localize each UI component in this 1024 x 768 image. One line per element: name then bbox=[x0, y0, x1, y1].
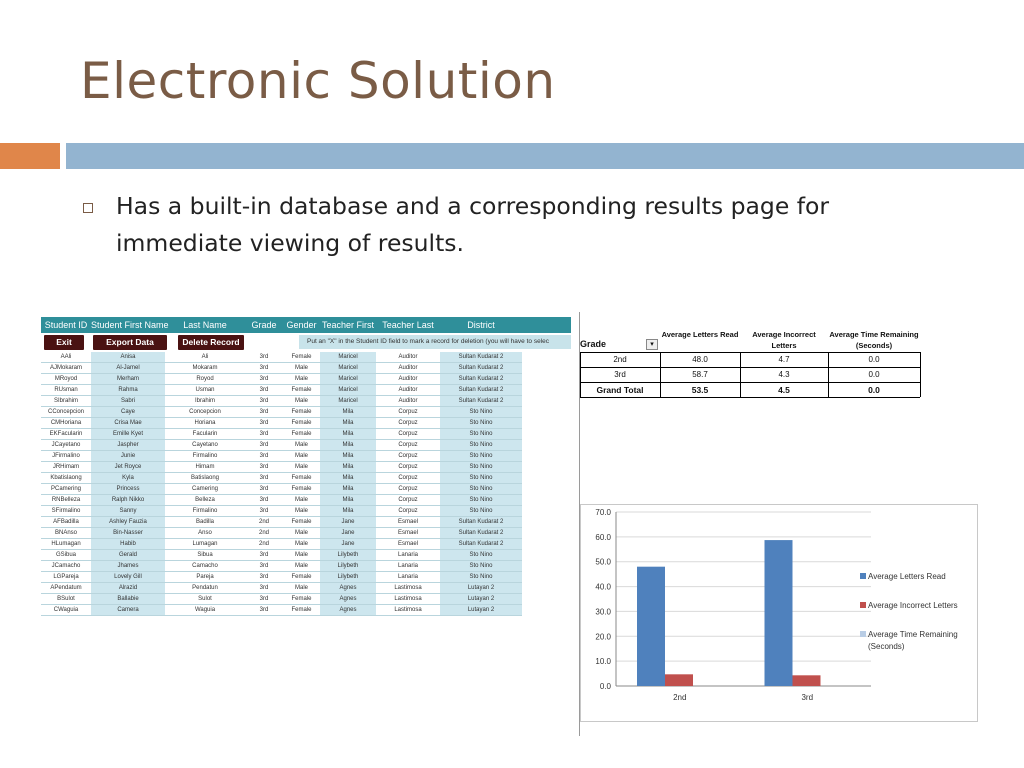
pivot-cell: 48.0 bbox=[692, 355, 708, 364]
table-cell[interactable]: Sto Nino bbox=[440, 429, 522, 440]
table-cell[interactable]: Emille Kyet bbox=[91, 429, 165, 440]
table-cell[interactable]: Esmael bbox=[376, 517, 440, 528]
pivot-column-header: Average Letters Read bbox=[661, 330, 739, 339]
table-cell[interactable]: Sultan Kudarat 2 bbox=[440, 517, 522, 528]
table-cell[interactable]: Male bbox=[283, 495, 320, 506]
table-cell[interactable]: Lanaria bbox=[376, 572, 440, 583]
table-row bbox=[41, 583, 571, 594]
y-tick-label: 0.0 bbox=[599, 682, 611, 691]
table-row bbox=[41, 572, 571, 583]
table-cell[interactable]: Sultan Kudarat 2 bbox=[440, 539, 522, 550]
pivot-row-grade: 2nd bbox=[613, 355, 627, 364]
table-cell[interactable]: Maricel bbox=[320, 374, 376, 385]
table-cell[interactable]: Bin-Nasser bbox=[91, 528, 165, 539]
table-cell[interactable]: Waguia bbox=[165, 605, 245, 616]
table-cell[interactable]: Sultan Kudarat 2 bbox=[440, 396, 522, 407]
pivot-row-grade: 3rd bbox=[614, 370, 626, 379]
table-cell[interactable]: Corpuz bbox=[376, 506, 440, 517]
table-cell[interactable]: 2nd bbox=[245, 517, 283, 528]
table-cell[interactable]: Lutayan 2 bbox=[440, 594, 522, 605]
column-header: Teacher Last bbox=[382, 320, 434, 330]
table-cell[interactable]: Caye bbox=[91, 407, 165, 418]
table-row bbox=[41, 506, 571, 517]
table-cell[interactable]: Ralph Nikko bbox=[91, 495, 165, 506]
table-cell[interactable]: Auditor bbox=[376, 396, 440, 407]
table-cell[interactable]: Firmalino bbox=[165, 506, 245, 517]
table-cell[interactable]: Male bbox=[283, 396, 320, 407]
table-cell[interactable]: Gerald bbox=[91, 550, 165, 561]
y-tick-label: 30.0 bbox=[595, 607, 611, 617]
delete-record-button[interactable]: Delete Record bbox=[178, 335, 244, 350]
table-row bbox=[41, 539, 571, 550]
y-tick-label: 20.0 bbox=[595, 632, 611, 642]
x-tick-label: 3rd bbox=[801, 693, 814, 702]
legend-swatch bbox=[860, 602, 866, 608]
table-cell[interactable]: Mila bbox=[320, 418, 376, 429]
table-cell[interactable]: Camering bbox=[165, 484, 245, 495]
table-cell[interactable]: Agnes bbox=[320, 583, 376, 594]
table-cell[interactable]: Lutayan 2 bbox=[440, 605, 522, 616]
table-cell[interactable]: Corpuz bbox=[376, 407, 440, 418]
table-cell[interactable]: 3rd bbox=[245, 583, 283, 594]
table-cell[interactable]: Maricel bbox=[320, 363, 376, 374]
pivot-column-header: Average Time Remaining (Seconds) bbox=[829, 330, 919, 350]
table-cell[interactable]: Lovely Gill bbox=[91, 572, 165, 583]
table-row bbox=[41, 594, 571, 605]
table-cell[interactable]: Belleza bbox=[165, 495, 245, 506]
column-header: Last Name bbox=[183, 320, 227, 330]
table-cell[interactable]: Corpuz bbox=[376, 451, 440, 462]
table-cell[interactable]: Male bbox=[283, 561, 320, 572]
table-cell[interactable]: Jane bbox=[320, 539, 376, 550]
accent-bar-orange bbox=[0, 143, 60, 169]
table-cell[interactable]: Alrazid bbox=[91, 583, 165, 594]
table-cell[interactable]: Mila bbox=[320, 429, 376, 440]
table-cell[interactable]: Horiana bbox=[165, 418, 245, 429]
table-row bbox=[41, 550, 571, 561]
table-cell[interactable]: BSulot bbox=[41, 594, 91, 605]
table-cell[interactable]: Sto Nino bbox=[440, 484, 522, 495]
table-cell[interactable]: Auditor bbox=[376, 385, 440, 396]
table-cell[interactable]: 3rd bbox=[245, 594, 283, 605]
table-cell[interactable]: Kyla bbox=[91, 473, 165, 484]
table-cell[interactable]: Sultan Kudarat 2 bbox=[440, 363, 522, 374]
table-row bbox=[41, 374, 571, 385]
table-cell[interactable]: Mila bbox=[320, 506, 376, 517]
column-header: Teacher First bbox=[321, 320, 374, 330]
table-cell[interactable]: Camera bbox=[91, 605, 165, 616]
table-cell[interactable]: Female bbox=[283, 605, 320, 616]
table-row bbox=[41, 418, 571, 429]
table-cell[interactable]: Corpuz bbox=[376, 462, 440, 473]
table-cell[interactable]: Mila bbox=[320, 451, 376, 462]
table-cell[interactable]: Sto Nino bbox=[440, 506, 522, 517]
table-cell[interactable]: Male bbox=[283, 440, 320, 451]
table-cell[interactable]: Corpuz bbox=[376, 429, 440, 440]
table-cell[interactable]: Male bbox=[283, 528, 320, 539]
column-header: Grade bbox=[251, 320, 277, 330]
table-cell[interactable]: Cayetano bbox=[165, 440, 245, 451]
table-cell[interactable]: CConcepcion bbox=[41, 407, 91, 418]
table-row bbox=[41, 396, 571, 407]
table-row bbox=[41, 561, 571, 572]
pivot-gridline bbox=[580, 352, 920, 353]
table-cell[interactable]: Sultan Kudarat 2 bbox=[440, 385, 522, 396]
table-cell[interactable]: Auditor bbox=[376, 374, 440, 385]
table-cell[interactable]: Mila bbox=[320, 462, 376, 473]
table-cell[interactable]: MRoyod bbox=[41, 374, 91, 385]
table-cell[interactable]: 3rd bbox=[245, 451, 283, 462]
table-cell[interactable]: SIbrahim bbox=[41, 396, 91, 407]
filter-dropdown-icon[interactable]: ▾ bbox=[646, 339, 658, 350]
table-cell[interactable]: Mila bbox=[320, 440, 376, 451]
table-cell[interactable]: Jane bbox=[320, 517, 376, 528]
table-cell[interactable]: HLumagan bbox=[41, 539, 91, 550]
sheet-button-row bbox=[41, 333, 571, 352]
table-cell[interactable]: Sto Nino bbox=[440, 550, 522, 561]
table-cell[interactable]: Mila bbox=[320, 495, 376, 506]
pivot-cell: 0.0 bbox=[868, 355, 880, 364]
bar bbox=[637, 567, 665, 686]
table-cell[interactable]: Female bbox=[283, 594, 320, 605]
table-cell[interactable]: Mokaram bbox=[165, 363, 245, 374]
pivot-cell: 58.7 bbox=[692, 370, 708, 379]
table-cell[interactable]: 3rd bbox=[245, 429, 283, 440]
table-cell[interactable]: Sto Nino bbox=[440, 462, 522, 473]
table-cell[interactable]: Lilybeth bbox=[320, 561, 376, 572]
table-cell[interactable]: Ashley Fauzia bbox=[91, 517, 165, 528]
student-database-sheet bbox=[41, 317, 571, 623]
table-cell[interactable]: 3rd bbox=[245, 473, 283, 484]
table-cell[interactable]: Male bbox=[283, 550, 320, 561]
table-cell[interactable]: Corpuz bbox=[376, 495, 440, 506]
table-cell[interactable]: 3rd bbox=[245, 363, 283, 374]
table-cell[interactable]: Maricel bbox=[320, 352, 376, 363]
table-cell[interactable]: Jaspher bbox=[91, 440, 165, 451]
table-cell[interactable]: Sto Nino bbox=[440, 473, 522, 484]
table-cell[interactable]: 3rd bbox=[245, 385, 283, 396]
table-cell[interactable]: Male bbox=[283, 374, 320, 385]
table-cell[interactable]: Mila bbox=[320, 484, 376, 495]
table-cell[interactable]: Mila bbox=[320, 407, 376, 418]
table-cell[interactable]: 2nd bbox=[245, 528, 283, 539]
table-cell[interactable]: 3rd bbox=[245, 484, 283, 495]
table-cell[interactable]: Female bbox=[283, 407, 320, 418]
table-cell[interactable]: Facularin bbox=[165, 429, 245, 440]
table-cell[interactable]: 3rd bbox=[245, 550, 283, 561]
table-cell[interactable]: PCamering bbox=[41, 484, 91, 495]
slide-title: Electronic Solution bbox=[80, 52, 556, 110]
table-row bbox=[41, 484, 571, 495]
table-cell[interactable]: 3rd bbox=[245, 352, 283, 363]
accent-bar-blue bbox=[66, 143, 1024, 169]
table-cell[interactable]: 3rd bbox=[245, 605, 283, 616]
table-cell[interactable]: Lilybeth bbox=[320, 550, 376, 561]
table-cell[interactable]: Mila bbox=[320, 473, 376, 484]
table-row bbox=[41, 407, 571, 418]
pivot-gridline bbox=[580, 367, 920, 368]
table-cell[interactable]: GSibua bbox=[41, 550, 91, 561]
table-cell[interactable]: Sabri bbox=[91, 396, 165, 407]
table-cell[interactable]: Sibua bbox=[165, 550, 245, 561]
column-header: Gender bbox=[286, 320, 317, 330]
table-cell[interactable]: Al-Jamel bbox=[91, 363, 165, 374]
y-tick-label: 70.0 bbox=[595, 508, 611, 517]
bullet-square-icon bbox=[83, 203, 93, 213]
chart-svg bbox=[581, 505, 977, 721]
pivot-gridline bbox=[828, 352, 829, 397]
table-cell[interactable]: Corpuz bbox=[376, 440, 440, 451]
table-cell[interactable]: AAli bbox=[41, 352, 91, 363]
table-cell[interactable]: Crisa Mae bbox=[91, 418, 165, 429]
table-row bbox=[41, 605, 571, 616]
legend-label: Average Incorrect Letters bbox=[868, 601, 958, 610]
pivot-cell: 4.3 bbox=[778, 370, 790, 379]
legend-label: (Seconds) bbox=[868, 642, 905, 651]
table-cell[interactable]: Female bbox=[283, 385, 320, 396]
table-cell[interactable]: Sto Nino bbox=[440, 418, 522, 429]
table-row bbox=[41, 528, 571, 539]
table-cell[interactable]: 3rd bbox=[245, 407, 283, 418]
table-cell[interactable]: Anisa bbox=[91, 352, 165, 363]
table-cell[interactable]: Sulot bbox=[165, 594, 245, 605]
table-cell[interactable]: Lutayan 2 bbox=[440, 583, 522, 594]
table-cell[interactable]: Sto Nino bbox=[440, 451, 522, 462]
table-cell[interactable]: Female bbox=[283, 517, 320, 528]
table-cell[interactable]: Rahma bbox=[91, 385, 165, 396]
pivot-row-label: Grade bbox=[580, 339, 607, 349]
table-cell[interactable]: Ibrahim bbox=[165, 396, 245, 407]
table-cell[interactable]: JRHimam bbox=[41, 462, 91, 473]
table-cell[interactable]: JCamacho bbox=[41, 561, 91, 572]
export-data-button[interactable]: Export Data bbox=[93, 335, 167, 350]
table-cell[interactable]: BNAnso bbox=[41, 528, 91, 539]
table-cell[interactable]: Esmael bbox=[376, 528, 440, 539]
table-cell[interactable]: Lastimosa bbox=[376, 605, 440, 616]
column-header: District bbox=[467, 320, 495, 330]
table-cell[interactable]: Princess bbox=[91, 484, 165, 495]
table-cell[interactable]: Lanaria bbox=[376, 561, 440, 572]
table-cell[interactable]: 3rd bbox=[245, 561, 283, 572]
table-cell[interactable]: Male bbox=[283, 451, 320, 462]
table-cell[interactable]: Ali bbox=[165, 352, 245, 363]
table-cell[interactable]: Sto Nino bbox=[440, 561, 522, 572]
table-cell[interactable]: Batislaong bbox=[165, 473, 245, 484]
table-cell[interactable]: Agnes bbox=[320, 605, 376, 616]
table-row bbox=[41, 462, 571, 473]
legend-label: Average Time Remaining bbox=[868, 630, 958, 639]
table-cell[interactable]: Male bbox=[283, 539, 320, 550]
table-row bbox=[41, 352, 571, 363]
table-cell[interactable]: Usman bbox=[165, 385, 245, 396]
table-cell[interactable]: 2nd bbox=[245, 539, 283, 550]
pivot-gridline bbox=[740, 352, 741, 397]
table-cell[interactable]: Himam bbox=[165, 462, 245, 473]
pivot-gridline bbox=[580, 382, 920, 383]
table-cell[interactable]: Male bbox=[283, 363, 320, 374]
deletion-instruction-note: Put an "X" in the Student ID field to mark a record for deletion (you will have to selec bbox=[299, 335, 571, 349]
table-cell[interactable]: Jet Royce bbox=[91, 462, 165, 473]
table-row bbox=[41, 429, 571, 440]
table-cell[interactable]: 3rd bbox=[245, 572, 283, 583]
results-bar-chart bbox=[580, 504, 978, 722]
table-cell[interactable]: Corpuz bbox=[376, 484, 440, 495]
table-cell[interactable]: Maricel bbox=[320, 396, 376, 407]
table-cell[interactable]: Female bbox=[283, 418, 320, 429]
table-cell[interactable]: Lilybeth bbox=[320, 572, 376, 583]
y-tick-label: 50.0 bbox=[595, 557, 611, 567]
table-cell[interactable]: 3rd bbox=[245, 506, 283, 517]
table-cell[interactable]: Pendatun bbox=[165, 583, 245, 594]
table-cell[interactable]: 3rd bbox=[245, 396, 283, 407]
table-cell[interactable]: CWaguia bbox=[41, 605, 91, 616]
table-cell[interactable]: Auditor bbox=[376, 363, 440, 374]
pivot-total-cell: 0.0 bbox=[868, 385, 880, 395]
bar bbox=[765, 540, 793, 686]
table-cell[interactable]: RNBelleza bbox=[41, 495, 91, 506]
table-cell[interactable]: Sanny bbox=[91, 506, 165, 517]
y-tick-label: 40.0 bbox=[595, 582, 611, 592]
table-cell[interactable]: Male bbox=[283, 583, 320, 594]
table-cell[interactable]: Lumagan bbox=[165, 539, 245, 550]
table-cell[interactable]: Lastimosa bbox=[376, 583, 440, 594]
sheet-body bbox=[41, 352, 571, 616]
table-row bbox=[41, 473, 571, 484]
table-cell[interactable]: 3rd bbox=[245, 440, 283, 451]
pivot-cell: 4.7 bbox=[778, 355, 790, 364]
pivot-gridline bbox=[920, 352, 921, 397]
bar bbox=[793, 675, 821, 686]
bullet-text: Has a built-in database and a corresponding results page for immediate viewing of results. bbox=[116, 192, 830, 257]
table-cell[interactable]: Sto Nino bbox=[440, 440, 522, 451]
table-cell[interactable]: Camacho bbox=[165, 561, 245, 572]
table-cell[interactable]: Junie bbox=[91, 451, 165, 462]
pivot-column-header: Average Incorrect Letters bbox=[752, 330, 816, 350]
x-tick-label: 2nd bbox=[673, 693, 687, 702]
table-cell[interactable]: Sultan Kudarat 2 bbox=[440, 528, 522, 539]
table-cell[interactable]: JFirmalino bbox=[41, 451, 91, 462]
table-cell[interactable]: Sto Nino bbox=[440, 407, 522, 418]
table-cell[interactable]: CMHoriana bbox=[41, 418, 91, 429]
sheet-header-row bbox=[41, 317, 571, 333]
table-cell[interactable]: Kbatislaong bbox=[41, 473, 91, 484]
table-cell[interactable]: Maricel bbox=[320, 385, 376, 396]
table-cell[interactable]: EKFacularin bbox=[41, 429, 91, 440]
table-cell[interactable]: Lastimosa bbox=[376, 594, 440, 605]
table-cell[interactable]: Lanaria bbox=[376, 550, 440, 561]
table-cell[interactable]: Jhames bbox=[91, 561, 165, 572]
table-cell[interactable]: APendatum bbox=[41, 583, 91, 594]
table-cell[interactable]: Female bbox=[283, 572, 320, 583]
table-row bbox=[41, 363, 571, 374]
table-cell[interactable]: Sultan Kudarat 2 bbox=[440, 352, 522, 363]
table-cell[interactable]: Agnes bbox=[320, 594, 376, 605]
table-cell[interactable]: Habib bbox=[91, 539, 165, 550]
table-cell[interactable]: Corpuz bbox=[376, 418, 440, 429]
pivot-total-cell: 4.5 bbox=[778, 385, 790, 395]
table-cell[interactable]: Sto Nino bbox=[440, 572, 522, 583]
pivot-grand-total-label: Grand Total bbox=[596, 385, 644, 395]
table-row bbox=[41, 495, 571, 506]
table-cell[interactable]: Female bbox=[283, 473, 320, 484]
table-cell[interactable]: 3rd bbox=[245, 374, 283, 385]
legend-swatch bbox=[860, 573, 866, 579]
table-cell[interactable]: RUsman bbox=[41, 385, 91, 396]
column-header: Student First Name bbox=[91, 320, 169, 330]
table-cell[interactable]: Jane bbox=[320, 528, 376, 539]
table-cell[interactable]: 3rd bbox=[245, 495, 283, 506]
table-cell[interactable]: Royod bbox=[165, 374, 245, 385]
pivot-gridline bbox=[580, 397, 920, 398]
table-cell[interactable]: Male bbox=[283, 462, 320, 473]
bar bbox=[665, 674, 693, 686]
y-tick-label: 60.0 bbox=[595, 532, 611, 542]
pivot-total-cell: 53.5 bbox=[691, 385, 709, 395]
table-cell[interactable]: Firmalino bbox=[165, 451, 245, 462]
table-cell[interactable]: Ballabie bbox=[91, 594, 165, 605]
table-cell[interactable]: Female bbox=[283, 484, 320, 495]
pivot-gridline bbox=[660, 352, 661, 397]
table-cell[interactable]: SFirmalino bbox=[41, 506, 91, 517]
table-cell[interactable]: Merham bbox=[91, 374, 165, 385]
table-cell[interactable]: Sultan Kudarat 2 bbox=[440, 374, 522, 385]
table-row bbox=[41, 517, 571, 528]
column-header: Student ID bbox=[44, 320, 88, 330]
table-cell[interactable]: Sto Nino bbox=[440, 495, 522, 506]
pivot-gridline bbox=[580, 352, 581, 397]
table-cell[interactable]: Male bbox=[283, 506, 320, 517]
table-cell[interactable]: Concepcion bbox=[165, 407, 245, 418]
table-cell[interactable]: Female bbox=[283, 352, 320, 363]
table-cell[interactable]: AFBadilla bbox=[41, 517, 91, 528]
table-cell[interactable]: Female bbox=[283, 429, 320, 440]
table-cell[interactable]: 3rd bbox=[245, 462, 283, 473]
table-cell[interactable]: Corpuz bbox=[376, 473, 440, 484]
table-cell[interactable]: Auditor bbox=[376, 352, 440, 363]
table-row bbox=[41, 385, 571, 396]
table-cell[interactable]: JCayetano bbox=[41, 440, 91, 451]
table-cell[interactable]: Esmael bbox=[376, 539, 440, 550]
y-tick-label: 10.0 bbox=[595, 657, 611, 667]
table-cell[interactable]: LGPareja bbox=[41, 572, 91, 583]
table-row bbox=[41, 440, 571, 451]
exit-button[interactable]: Exit bbox=[44, 335, 84, 350]
legend-swatch bbox=[860, 631, 866, 637]
pivot-cell: 0.0 bbox=[868, 370, 880, 379]
table-cell[interactable]: 3rd bbox=[245, 418, 283, 429]
table-row bbox=[41, 451, 571, 462]
table-cell[interactable]: Pareja bbox=[165, 572, 245, 583]
table-cell[interactable]: AJMokaram bbox=[41, 363, 91, 374]
results-pivot-table bbox=[580, 325, 920, 400]
legend-label: Average Letters Read bbox=[868, 572, 946, 581]
table-cell[interactable]: Anso bbox=[165, 528, 245, 539]
table-cell[interactable]: Badilla bbox=[165, 517, 245, 528]
